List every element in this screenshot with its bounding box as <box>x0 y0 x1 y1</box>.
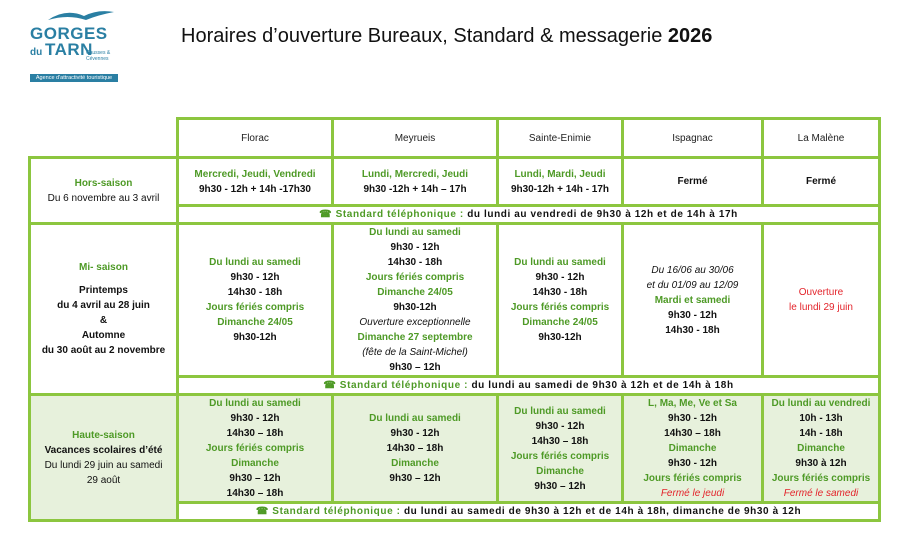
mi-meyrueis-6: Ouverture exceptionnelle <box>359 317 471 328</box>
haute-ispagnac-5: Jours fériés compris <box>643 473 742 484</box>
logo-line-gorges: GORGES <box>30 24 108 43</box>
hors-florac-days: Mercredi, Jeudi, Vendredi <box>194 168 316 180</box>
schedule-table <box>28 117 881 522</box>
bird-logo-icon <box>46 6 116 26</box>
season-haute-name: Haute-saison <box>72 429 135 441</box>
cell-hors-meyrueis <box>333 158 498 206</box>
cell-haute-malene <box>763 395 880 503</box>
haute-florac-3: Jours fériés compris <box>205 443 305 454</box>
logo <box>28 6 120 82</box>
mi-florac-3: Jours fériés compris <box>205 302 305 313</box>
mi-malene-0: Ouverture <box>798 287 844 298</box>
cell-hors-florac <box>178 158 333 206</box>
phone-receiver-icon: ☎ <box>323 380 337 391</box>
mi-ispagnac-3: 9h30 - 12h <box>668 309 717 321</box>
haute-florac-2: 14h30 – 18h <box>226 428 284 439</box>
season-haute-dates2: 29 août <box>86 474 121 486</box>
cell-haute-meyrueis <box>333 395 498 503</box>
mi-ispagnac-2: Mardi et samedi <box>654 294 731 306</box>
standard-haute-text: du lundi au samedi de 9h30 à 12h et de 14h à 18h, dimanche de 9h30 à 12h <box>403 506 802 517</box>
mi-meyrueis-0: Du lundi au samedi <box>369 227 461 238</box>
haute-malene-5: Jours fériés compris <box>771 473 871 484</box>
haute-florac-4: Dimanche <box>231 458 279 469</box>
row-mi-saison <box>30 224 880 377</box>
mi-meyrueis-8: (fête de la Saint-Michel) <box>362 347 468 358</box>
hors-meyrueis-days: Lundi, Mercredi, Jeudi <box>361 168 469 180</box>
haute-florac-1: 9h30 - 12h <box>230 413 280 424</box>
season-mi-spring-label: Printemps <box>79 285 128 296</box>
logo-line-tarn <box>30 40 93 60</box>
haute-enimie-1: 9h30 - 12h <box>535 420 585 432</box>
standard-mi-text: du lundi au samedi de 9h30 à 12h et de 14h à 18h <box>471 380 734 391</box>
standard-haute-label: Standard téléphonique : <box>272 506 401 517</box>
season-mi <box>30 224 178 395</box>
mi-florac-4: Dimanche 24/05 <box>217 317 293 328</box>
haute-enimie-3: Jours fériés compris <box>510 450 610 462</box>
cell-mi-florac <box>178 224 333 377</box>
phone-receiver-icon: ☎ <box>319 209 333 220</box>
hors-florac-hours: 9h30 - 12h + 14h -17h30 <box>198 183 311 195</box>
haute-enimie-0: Du lundi au samedi <box>514 405 606 417</box>
col-la-malene: La Malène <box>763 119 880 158</box>
standard-hors-text: du lundi au vendredi de 9h30 à 12h et de 14h à 17h <box>467 209 738 220</box>
header-empty <box>30 119 178 158</box>
mi-florac-1: 9h30 - 12h <box>230 272 280 283</box>
haute-malene-3: Dimanche <box>797 443 845 454</box>
haute-enimie-2: 14h30 – 18h <box>531 435 589 447</box>
col-sainte-enimie: Sainte-Enimie <box>498 119 623 158</box>
mi-meyrueis-5: 9h30-12h <box>393 302 437 313</box>
season-mi-spacer <box>33 275 174 283</box>
standard-mi <box>178 377 880 395</box>
mi-ispagnac-0: Du 16/06 au 30/06 <box>651 264 734 276</box>
logo-sub <box>86 50 110 62</box>
mi-meyrueis-9: 9h30 – 12h <box>389 362 441 373</box>
hors-enimie-hours: 9h30-12h + 14h - 17h <box>510 183 610 195</box>
mi-meyrueis-3: Jours fériés compris <box>365 272 465 283</box>
hors-ispagnac-status: Fermé <box>677 176 708 187</box>
standard-haute <box>178 503 880 521</box>
season-hors-name: Hors-saison <box>74 177 133 189</box>
hors-meyrueis-hours: 9h30 -12h + 14h – 17h <box>363 183 467 195</box>
standard-hors <box>178 206 880 224</box>
cell-mi-meyrueis <box>333 224 498 377</box>
haute-ispagnac-2: 14h30 – 18h <box>664 428 721 439</box>
haute-meyrueis-4: 9h30 – 12h <box>389 473 441 484</box>
logo-sub2: Cévennes <box>86 56 109 62</box>
mi-meyrueis-1: 9h30 - 12h <box>390 242 440 253</box>
haute-malene-1: 10h - 13h <box>799 413 843 424</box>
page-title <box>181 25 712 48</box>
haute-ispagnac-0: L, Ma, Me, Ve et Sa <box>648 398 737 409</box>
season-mi-autumn-dates: du 30 août au 2 novembre <box>41 345 166 356</box>
row-hors-saison <box>30 158 880 206</box>
mi-enimie-4: Dimanche 24/05 <box>522 317 598 328</box>
mi-enimie-2: 14h30 - 18h <box>532 287 588 298</box>
haute-florac-5: 9h30 – 12h <box>229 473 281 484</box>
haute-ispagnac-3: Dimanche <box>668 443 717 454</box>
season-haute-dates1: Du lundi 29 juin au samedi <box>44 459 163 471</box>
col-meyrueis: Meyrueis <box>333 119 498 158</box>
logo-prefix: du <box>30 47 43 58</box>
haute-enimie-5: 9h30 – 12h <box>534 480 586 492</box>
season-hors <box>30 158 178 224</box>
haute-malene-0: Du lundi au vendredi <box>771 398 871 409</box>
cell-haute-ispagnac <box>623 395 763 503</box>
mi-meyrueis-2: 14h30 - 18h <box>387 257 443 268</box>
cell-mi-ispagnac <box>623 224 763 377</box>
cell-hors-ispagnac <box>623 158 763 206</box>
mi-florac-2: 14h30 - 18h <box>227 287 283 298</box>
logo-sub1: Causses & <box>86 50 111 56</box>
title-year: 2026 <box>667 25 713 47</box>
mi-florac-0: Du lundi au samedi <box>209 257 301 268</box>
mi-enimie-3: Jours fériés compris <box>510 302 610 313</box>
haute-ispagnac-1: 9h30 - 12h <box>668 413 717 424</box>
standard-mi-label: Standard téléphonique : <box>339 380 469 391</box>
haute-ispagnac-4: 9h30 - 12h <box>668 458 717 469</box>
mi-florac-5: 9h30-12h <box>233 332 277 343</box>
haute-enimie-4: Dimanche <box>536 465 584 477</box>
title-text: Horaires d’ouverture Bureaux, Standard & messagerie <box>181 25 663 47</box>
hors-enimie-days: Lundi, Mardi, Jeudi <box>514 168 606 180</box>
header-row <box>30 119 880 158</box>
haute-florac-0: Du lundi au samedi <box>209 398 301 409</box>
col-ispagnac: Ispagnac <box>623 119 763 158</box>
standard-hors-label: Standard téléphonique : <box>335 209 464 220</box>
phone-receiver-icon: ☎ <box>255 506 269 517</box>
season-mi-amp: & <box>99 315 108 326</box>
haute-meyrueis-3: Dimanche <box>391 458 439 469</box>
season-haute <box>30 395 178 521</box>
season-hors-dates: Du 6 novembre au 3 avril <box>47 192 160 204</box>
haute-meyrueis-0: Du lundi au samedi <box>369 413 461 424</box>
haute-meyrueis-2: 14h30 – 18h <box>386 443 444 454</box>
season-mi-autumn-label: Automne <box>81 330 126 341</box>
mi-meyrueis-4: Dimanche 24/05 <box>377 287 453 298</box>
cell-haute-enimie <box>498 395 623 503</box>
cell-haute-florac <box>178 395 333 503</box>
mi-enimie-1: 9h30 - 12h <box>535 272 585 283</box>
cell-mi-enimie <box>498 224 623 377</box>
cell-hors-enimie <box>498 158 623 206</box>
mi-enimie-0: Du lundi au samedi <box>514 257 606 268</box>
haute-meyrueis-1: 9h30 - 12h <box>390 428 440 439</box>
mi-malene-1: le lundi 29 juin <box>789 302 853 313</box>
hors-malene-status: Fermé <box>805 176 836 187</box>
col-florac: Florac <box>178 119 333 158</box>
haute-malene-2: 14h - 18h <box>799 428 843 439</box>
haute-malene-4: 9h30 à 12h <box>795 458 847 469</box>
cell-hors-malene <box>763 158 880 206</box>
season-mi-name: Mi- saison <box>79 262 128 273</box>
mi-ispagnac-1: et du 01/09 au 12/09 <box>646 279 739 291</box>
cell-mi-malene <box>763 224 880 377</box>
logo-tagline: Agence d'attractivité touristique <box>30 74 118 82</box>
haute-ispagnac-6: Fermé le jeudi <box>660 488 725 499</box>
haute-malene-6: Fermé le samedi <box>783 488 859 499</box>
logo-tarn: TARN <box>45 40 93 59</box>
season-haute-sub: Vacances scolaires d’été <box>44 444 163 456</box>
season-mi-spring-dates: du 4 avril au 28 juin <box>57 300 150 311</box>
mi-meyrueis-7: Dimanche 27 septembre <box>357 332 473 343</box>
mi-ispagnac-4: 14h30 - 18h <box>665 324 720 336</box>
mi-enimie-5: 9h30-12h <box>538 332 582 343</box>
row-haute-saison <box>30 395 880 503</box>
haute-florac-6: 14h30 – 18h <box>226 488 284 499</box>
